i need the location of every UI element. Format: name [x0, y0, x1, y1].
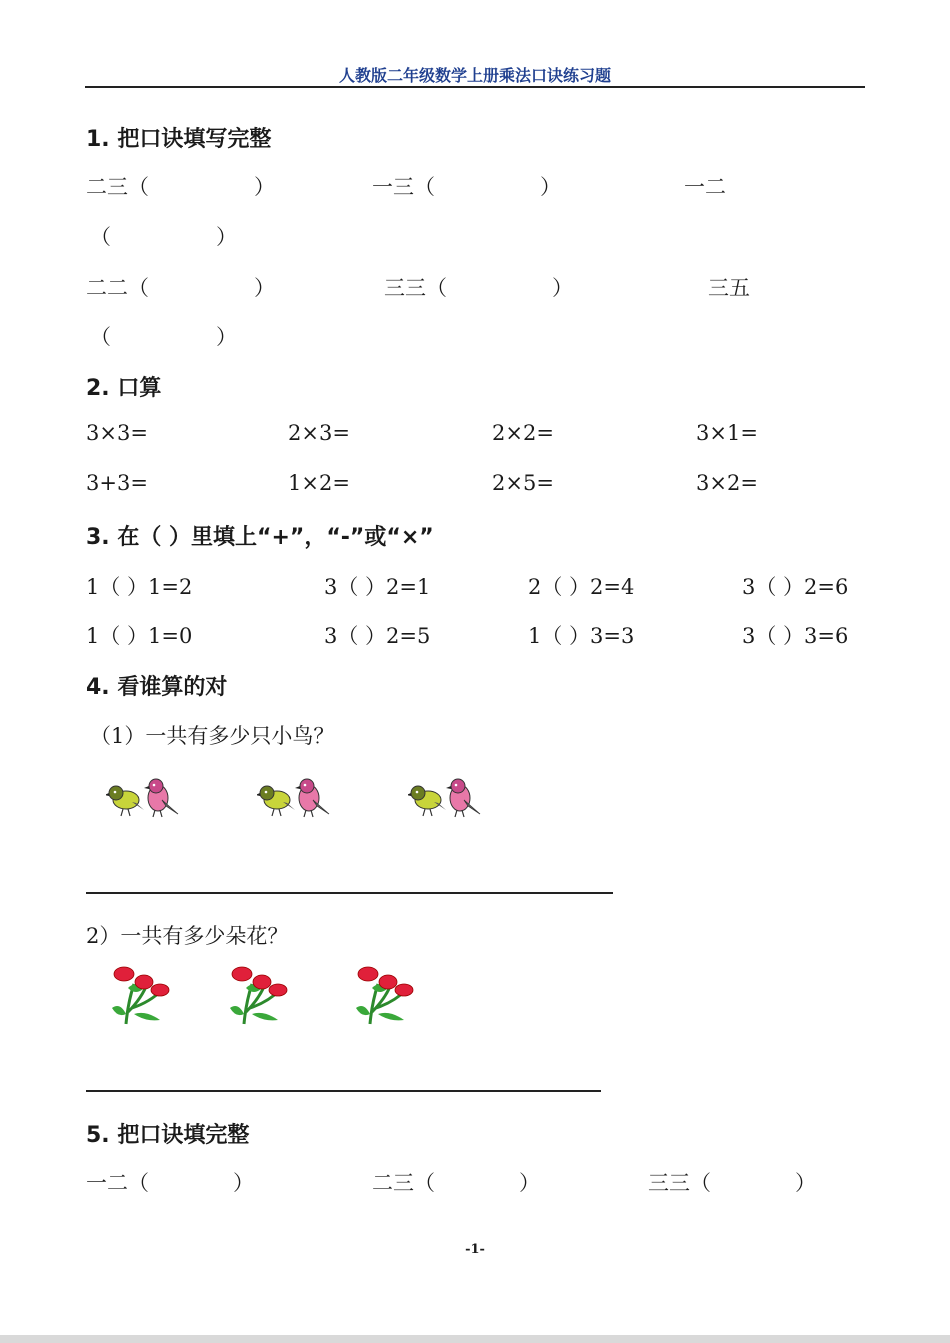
bird-pair-icon — [257, 776, 337, 822]
yellow-bird-icon — [106, 786, 144, 816]
q1-item: 二三（ ） — [86, 175, 275, 199]
q3-item: 3（ ）3=6 — [742, 624, 849, 648]
q1-item: 二二（ ） — [86, 276, 275, 300]
q5-item: 二三（ ） — [372, 1171, 540, 1195]
q1-item-wrap: （ ） — [90, 225, 237, 249]
q1-item-wrap: （ ） — [90, 325, 237, 349]
pink-bird-icon — [446, 779, 480, 817]
yellow-bird-icon — [257, 786, 295, 816]
q2-heading: 2. 口算 — [86, 376, 162, 401]
header-rule — [85, 86, 865, 88]
q1-item: 三五 — [708, 276, 750, 300]
q3-item: 3（ ）2=5 — [324, 624, 431, 648]
answer-line — [86, 1090, 601, 1092]
q1-heading: 1. 把口诀填写完整 — [86, 127, 272, 152]
q5-heading: 5. 把口诀填完整 — [86, 1123, 250, 1148]
page-number: -1- — [465, 1242, 485, 1257]
q1-item: 三三（ ） — [384, 276, 573, 300]
q5-item: 一二（ ） — [86, 1171, 254, 1195]
q4-sub2: 2）一共有多少朵花？ — [86, 924, 289, 948]
pink-bird-icon — [144, 779, 178, 817]
q2-item: 2×3= — [288, 421, 350, 445]
q2-item: 3×2= — [696, 471, 758, 495]
q3-item: 1（ ）1=2 — [86, 575, 193, 599]
flower-icon — [352, 962, 416, 1030]
q3-item: 3（ ）2=1 — [324, 575, 431, 599]
q3-item: 1（ ）3=3 — [528, 624, 635, 648]
q5-item: 三三（ ） — [648, 1171, 816, 1195]
q3-heading: 3. 在（ ）里填上“+”，“-”或“×” — [86, 525, 434, 550]
q3-item: 1（ ）1=0 — [86, 624, 193, 648]
page-edge — [0, 1335, 950, 1343]
q4-heading: 4. 看谁算的对 — [86, 675, 228, 700]
bird-pair-icon — [106, 776, 186, 822]
q1-item: 一三（ ） — [372, 175, 561, 199]
q3-item: 3（ ）2=6 — [742, 575, 849, 599]
flower-icon — [226, 962, 290, 1030]
q1-item: 一二 — [684, 175, 726, 199]
q2-item: 3×1= — [696, 421, 758, 445]
document-title: 人教版二年级数学上册乘法口诀练习题 — [338, 66, 611, 85]
q3-item: 2（ ）2=4 — [528, 575, 635, 599]
q2-item: 3×3= — [86, 421, 148, 445]
q2-item: 3+3= — [86, 471, 148, 495]
q2-item: 1×2= — [288, 471, 350, 495]
bird-pair-icon — [408, 776, 488, 822]
answer-line — [86, 892, 613, 894]
flower-icon — [108, 962, 172, 1030]
yellow-bird-icon — [408, 786, 446, 816]
q2-item: 2×5= — [492, 471, 554, 495]
q4-sub1: （1）一共有多少只小鸟？ — [90, 724, 335, 748]
pink-bird-icon — [295, 779, 329, 817]
q2-item: 2×2= — [492, 421, 554, 445]
